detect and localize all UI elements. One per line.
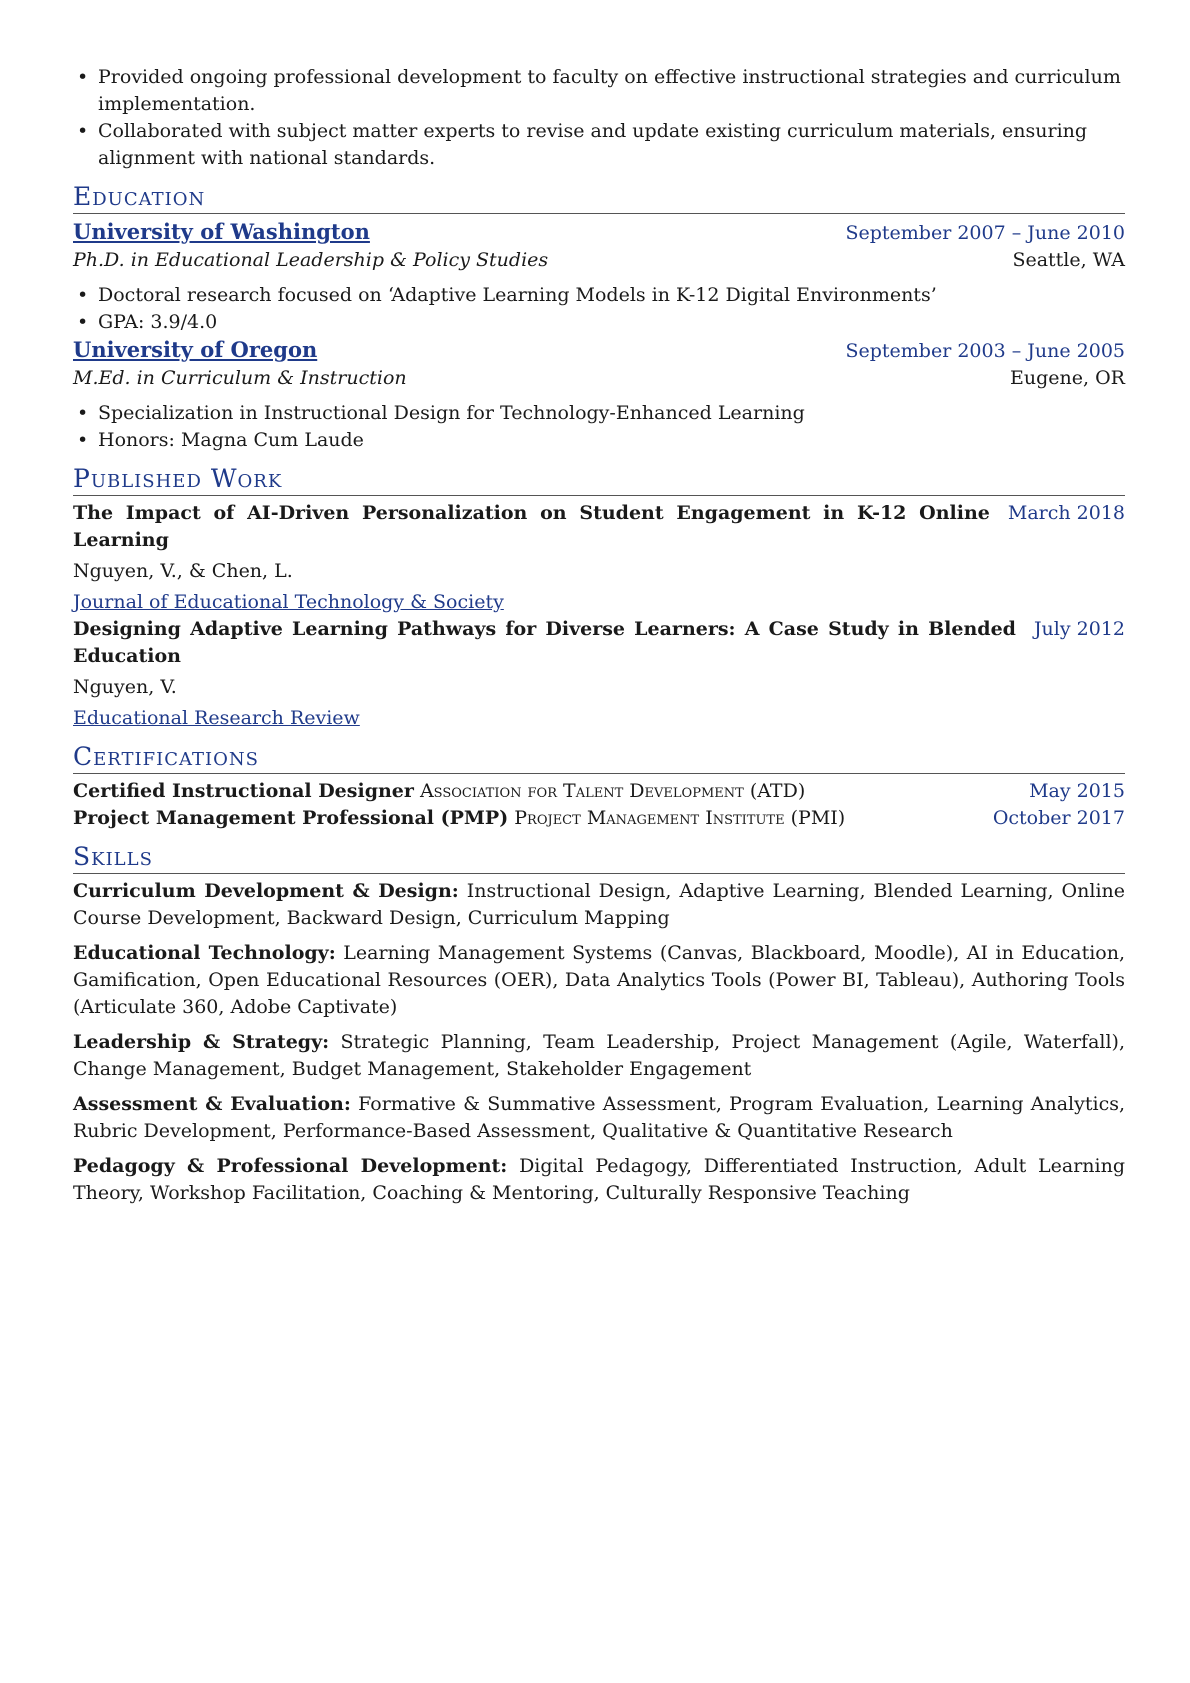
section-title-certifications: Certifications: [73, 742, 1125, 774]
section-title-education: Education: [73, 182, 1125, 214]
skill-list: Digital Pedagogy, Differentiated Instruction, Adult Learning Theory, Workshop Facilitation, Coaching & Mentoring, Culturally Responsive Teaching: [73, 1155, 1125, 1204]
certification-name: Project Management Professional (PMP): [73, 807, 509, 829]
publication-entry: [73, 616, 1125, 732]
school-name-link[interactable]: University of Oregon: [73, 337, 318, 362]
publication-title: The Impact of AI-Driven Personalization on Student Engagement in K-12 Online Learning: [73, 502, 990, 551]
certification-date: May 2015: [1029, 780, 1125, 802]
experience-continuation-bullets: [73, 64, 1125, 172]
degree: M.Ed. in Curriculum & Instruction: [73, 367, 407, 389]
education-dates: September 2003 – June 2005: [845, 340, 1125, 362]
skill-list: Strategic Planning, Team Leadership, Project Management (Agile, Waterfall), Change Management, Budget Management, Stakeholder Engagement: [73, 1031, 1126, 1080]
skill-group: [73, 878, 1125, 932]
certification-name: Certified Instructional Designer: [73, 780, 414, 802]
list-item: • Provided ongoing professional development to faculty on effective instructional strategies and curriculum implementation.: [73, 64, 1125, 118]
education-entry: [73, 218, 1125, 336]
skill-category: Pedagogy & Professional Development:: [73, 1155, 508, 1177]
school-name-link[interactable]: University of Washington: [73, 219, 370, 244]
skill-group: [73, 1091, 1125, 1145]
degree: Ph.D. in Educational Leadership & Policy Studies: [73, 249, 549, 271]
list-item: • Specialization in Instructional Design for Technology-Enhanced Learning: [73, 400, 1125, 427]
list-item: • Doctoral research focused on ‘Adaptive Learning Models in K-12 Digital Environments’: [73, 282, 1125, 309]
skill-category: Assessment & Evaluation:: [73, 1093, 351, 1115]
resume-page: [73, 64, 1125, 1215]
skill-group: [73, 940, 1125, 1021]
skill-category: Educational Technology:: [73, 942, 336, 964]
location: Seattle, WA: [1012, 249, 1125, 271]
section-title-published-work: Published Work: [73, 464, 1125, 496]
publication-authors: Nguyen, V., & Chen, L.: [73, 560, 293, 582]
skill-group: [73, 1029, 1125, 1083]
section-title-skills: Skills: [73, 842, 1125, 874]
skill-group: [73, 1153, 1125, 1207]
location: Eugene, OR: [1010, 367, 1125, 389]
certification-entry: [73, 805, 1125, 832]
publication-title: Designing Adaptive Learning Pathways for Diverse Learners: A Case Study in Blended Education: [73, 618, 1016, 667]
list-item: • GPA: 3.9/4.0: [73, 309, 1125, 336]
skill-category: Curriculum Development & Design:: [73, 880, 459, 902]
skill-list: Formative & Summative Assessment, Program Evaluation, Learning Analytics, Rubric Development, Performance-Based Assessment, Qualitative & Quantitative Research: [73, 1093, 1125, 1142]
education-dates: September 2007 – June 2010: [845, 222, 1125, 244]
skill-list: Learning Management Systems (Canvas, Blackboard, Moodle), AI in Education, Gamification, Open Educational Resources (OER), Data Analytics Tools (Power BI, Tableau), Authoring Tools (Articulate 360, Adobe Captivate): [73, 942, 1125, 1018]
certification-entry: [73, 778, 1125, 805]
journal-link[interactable]: Educational Research Review: [73, 707, 360, 729]
skill-list: Instructional Design, Adaptive Learning, Blended Learning, Online Course Development, Backward Design, Curriculum Mapping: [73, 880, 1126, 929]
list-item: • Honors: Magna Cum Laude: [73, 427, 1125, 454]
publication-date: July 2012: [1033, 618, 1125, 640]
journal-link[interactable]: Journal of Educational Technology & Society: [73, 591, 504, 613]
certification-org: Project Management Institute (PMI): [514, 807, 846, 829]
certification-org: Association for Talent Development (ATD): [419, 780, 806, 802]
skill-category: Leadership & Strategy:: [73, 1031, 330, 1053]
publication-entry: [73, 500, 1125, 616]
publication-date: March 2018: [1007, 502, 1125, 524]
certification-date: October 2017: [992, 807, 1125, 829]
publication-authors: Nguyen, V.: [73, 676, 177, 698]
list-item: • Collaborated with subject matter experts to revise and update existing curriculum materials, ensuring alignment with national standards.: [73, 118, 1125, 172]
education-entry: [73, 336, 1125, 454]
